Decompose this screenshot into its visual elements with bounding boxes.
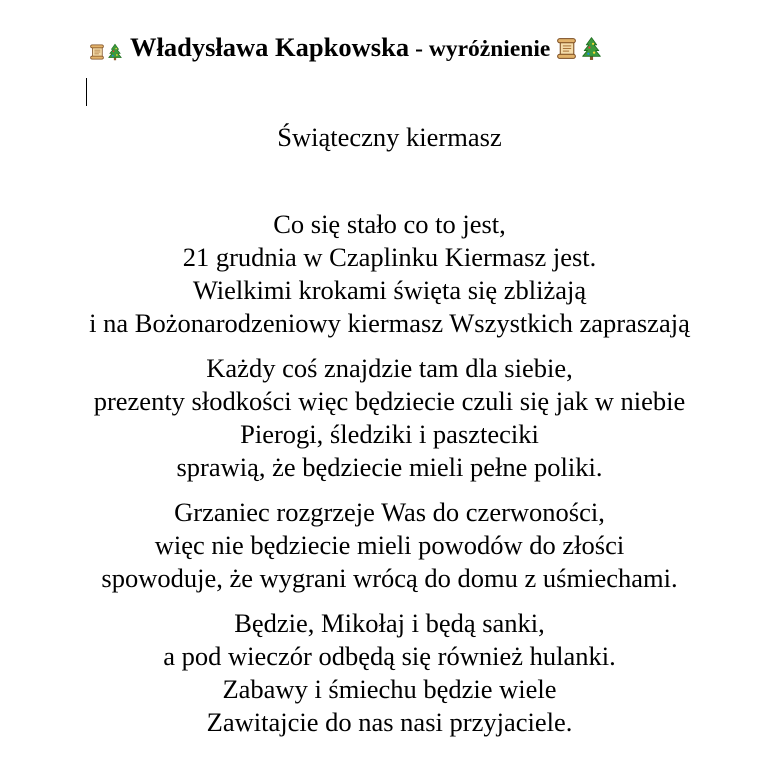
poem-stanza (0, 352, 779, 484)
christmas-tree-icon (579, 36, 604, 61)
author-name: Władysława Kapkowska (130, 32, 410, 62)
award-label: wyróżnienie (428, 36, 551, 62)
poem-line: Grzaniec rozgrzeje Was do czerwoności, (174, 497, 605, 527)
poem-line: 21 grudnia w Czaplinku Kiermasz jest. (182, 242, 597, 272)
document-body[interactable] (0, 121, 779, 751)
poem-line: Każdy coś znajdzie tam dla siebie, (206, 353, 573, 383)
poem-line: i na Bożonarodzeniowy kiermasz Wszystkich zapraszają (89, 308, 690, 338)
poem-stanza (0, 607, 779, 739)
christmas-tree-icon (106, 43, 124, 61)
text-cursor (86, 78, 87, 106)
scroll-icon (554, 36, 579, 61)
document-header (88, 31, 604, 68)
poem-line: Zabawy i śmiechu będzie wiele (222, 674, 557, 704)
poem-line: Będzie, Mikołaj i będą sanki, (234, 608, 545, 638)
header-separator: - (415, 36, 423, 62)
poem-line: więc nie będziecie mieli powodów do złości (154, 530, 625, 560)
poem-line: spowoduje, że wygrani wrócą do domu z uśmiechami. (101, 563, 678, 593)
poem-stanza (0, 496, 779, 595)
poem-line: Wielkimi krokami święta się zbliżają (192, 275, 587, 305)
poem-line: Co się stało co to jest, (273, 209, 506, 239)
poem-line: Pierogi, śledziki i paszteciki (240, 419, 539, 449)
poem-stanza (0, 208, 779, 340)
poem-line: prezenty słodkości więc będziecie czuli się jak w niebie (93, 386, 686, 416)
poem-line: Zawitajcie do nas nasi przyjaciele. (206, 707, 573, 737)
scroll-icon (88, 43, 106, 61)
poem-line: sprawią, że będziecie mieli pełne poliki. (176, 452, 603, 482)
poem-title: Świąteczny kiermasz (277, 122, 502, 152)
poem-line: a pod wieczór odbędą się również hulanki. (163, 641, 616, 671)
